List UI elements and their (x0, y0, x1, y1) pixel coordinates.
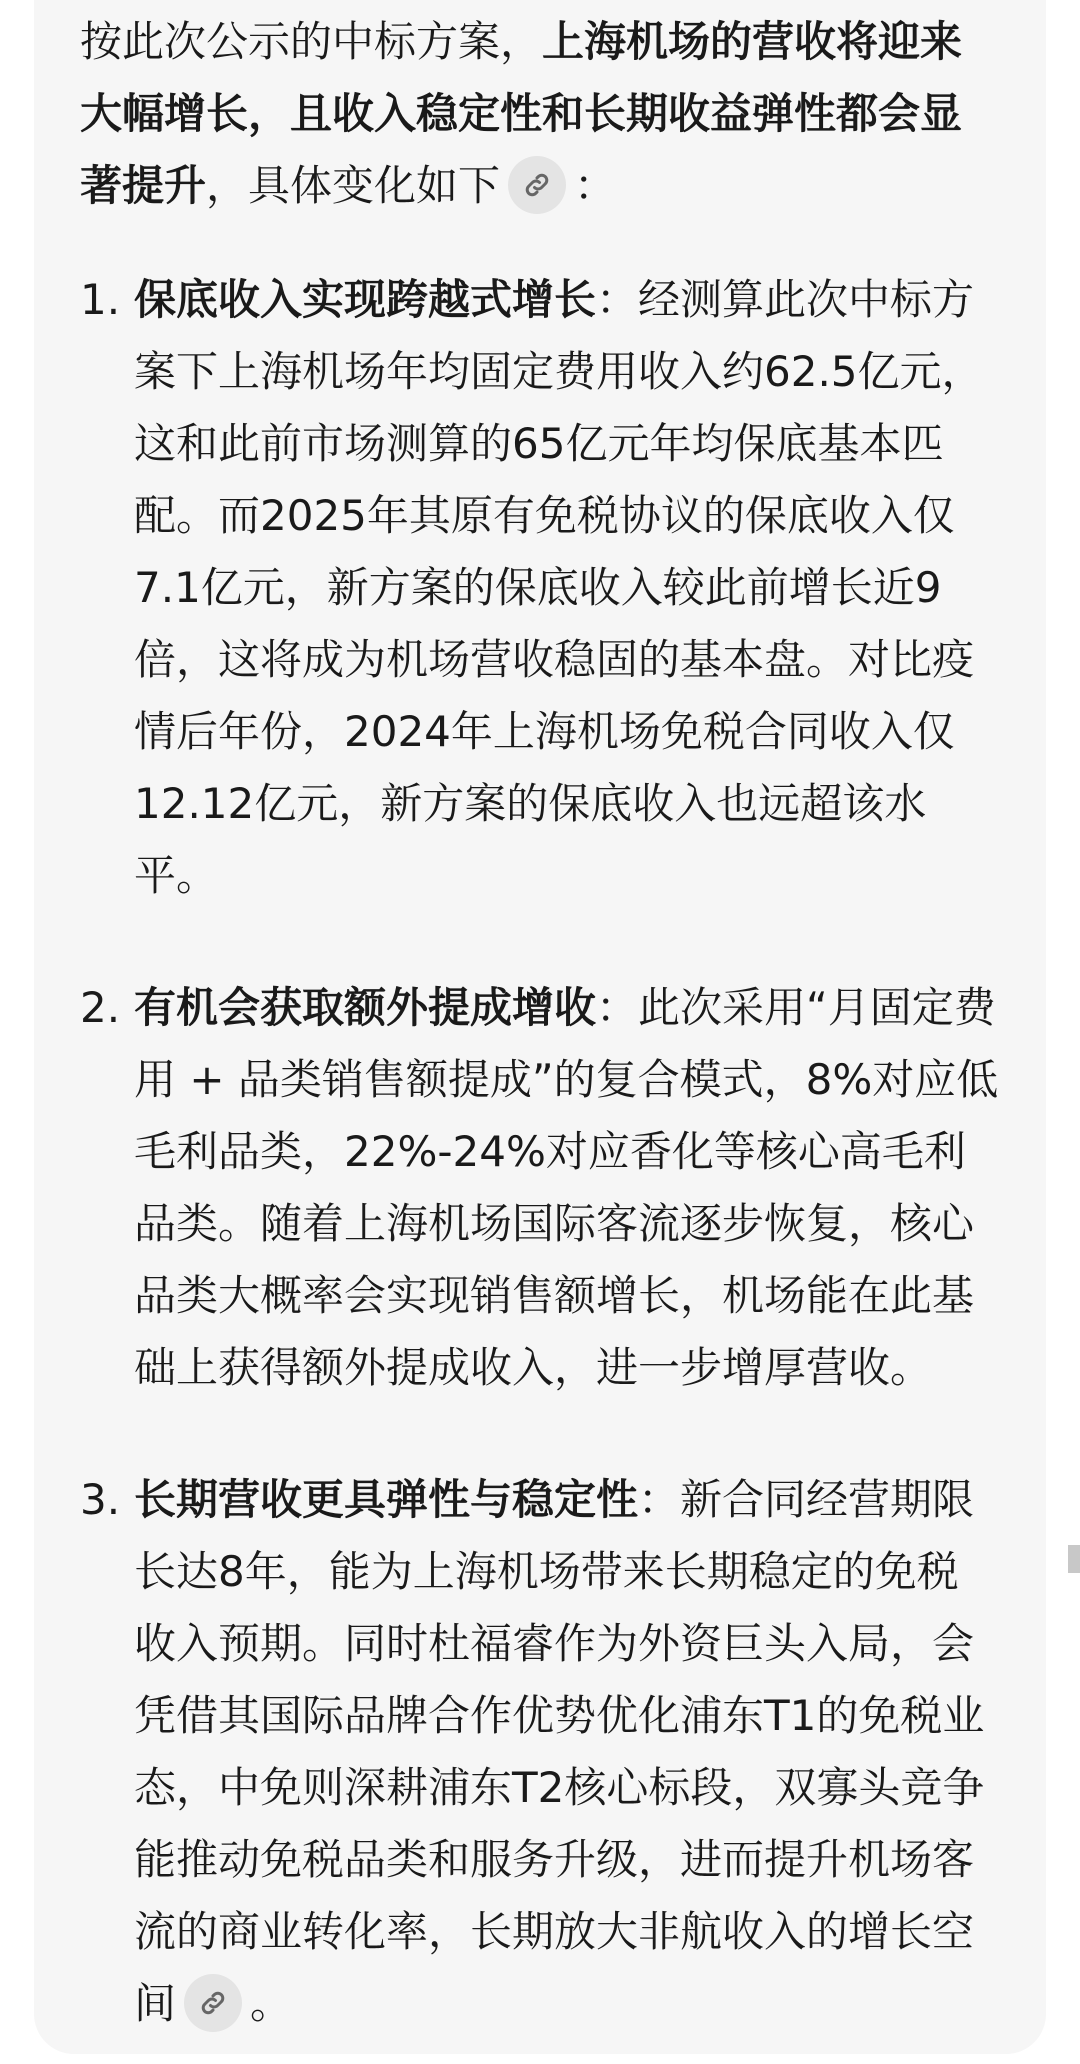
intro-suffix: ，具体变化如下 (206, 161, 501, 210)
list-item-text: ：此次采用“月固定费用 + 品类销售额提成”的复合模式，8%对应低毛利品类，22%-24%对应香化等核心高毛利品类。随着上海机场国际客流逐步恢复，核心品类大概率会实现销售额增长，机场能在此基础上获得额外提成收入，进一步增厚营收。 (134, 983, 999, 1392)
list-item-title: 保底收入实现跨越式增长 (134, 275, 597, 324)
scrollbar-thumb[interactable] (1068, 1545, 1080, 1573)
link-icon (522, 170, 552, 200)
list-item (80, 972, 1000, 1404)
answer-content (80, 6, 1000, 2040)
intro-paragraph (80, 6, 1000, 222)
list-item-tail: 。 (250, 1979, 293, 2028)
link-icon (198, 1988, 228, 2018)
list-item-number: 1. (80, 275, 121, 324)
list-item (80, 1464, 1000, 2040)
intro-bold: 上海机场的营收将迎来大幅增长，且收入稳定性和长期收益弹性都会显著提升 (80, 17, 963, 210)
citation-link-button[interactable] (508, 156, 566, 214)
list-item-title: 有机会获取额外提成增收 (134, 983, 597, 1032)
list-item-text: ：经测算此次中标方案下上海机场年均固定费用收入约62.5亿元，这和此前市场测算的65亿元年均保底基本匹配。而2025年其原有免税协议的保底收入仅7.1亿元，新方案的保底收入较此前增长近9倍，这将成为机场营收稳固的基本盘。对比疫情后年份，2024年上海机场免税合同收入仅12.12亿元，新方案的保底收入也远超该水平。 (134, 275, 984, 900)
list-item-title: 长期营收更具弹性与稳定性 (134, 1475, 639, 1524)
list-item-number: 2. (80, 983, 121, 1032)
list-item (80, 264, 1000, 912)
list-item-text: ：新合同经营期限长达8年，能为上海机场带来长期稳定的免税收入预期。同时杜福睿作为外资巨头入局，会凭借其国际品牌合作优势优化浦东T1的免税业态，中免则深耕浦东T2核心标段，双寡头竞争能推动免税品类和服务升级，进而提升机场客流的商业转化率，长期放大非航收入的增长空间 (134, 1475, 985, 2028)
citation-link-button[interactable] (184, 1974, 242, 2032)
intro-prefix: 按此次公示的中标方案， (80, 17, 543, 66)
numbered-list (80, 264, 1000, 2040)
list-item-number: 3. (80, 1475, 121, 1524)
intro-tail: ： (574, 161, 617, 210)
